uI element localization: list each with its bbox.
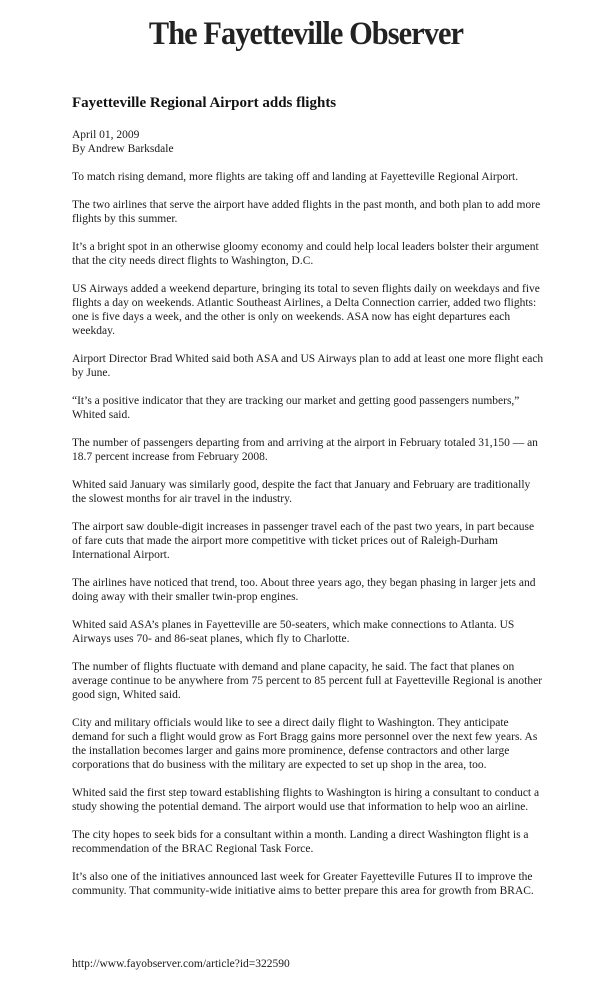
article-date: April 01, 2009 [72,129,140,141]
article-paragraph: The number of flights fluctuate with demand and plane capacity, he said. The fact that planes on average continue to be anywhere from 75 percent to 85 percent full at Fayetteville Regional is another good sign, Whited said. [72,661,543,701]
article-paragraph: US Airways added a weekend departure, bringing its total to seven flights daily on weekdays and five flights a day on weekends. Atlantic Southeast Airlines, a Delta Connection carrier, added two flights: one is five days a week, and the other is only on weekends. ASA now has eight departures each weekday. [72,283,540,337]
article-paragraph: The number of passengers departing from and arriving at the airport in February totaled 31,150 — an 18.7 percent increase from February 2008. [72,437,538,463]
source-url: http://www.fayobserver.com/article?id=322590 [72,958,290,970]
article-paragraph: The city hopes to seek bids for a consultant within a month. Landing a direct Washington flight is a recommendation of the BRAC Regional Task Force. [72,829,529,855]
article-meta [72,128,544,156]
article-paragraph: It’s a bright spot in an otherwise gloomy economy and could help local leaders bolster their argument that the city needs direct flights to Washington, D.C. [72,241,539,267]
article-paragraph: Airport Director Brad Whited said both ASA and US Airways plan to add at least one more flight each by June. [72,353,544,379]
article-paragraph: The airlines have noticed that trend, too. About three years ago, they began phasing in larger jets and doing away with their smaller twin-prop engines. [72,577,536,603]
article-paragraph: Whited said ASA’s planes in Fayetteville are 50-seaters, which make connections to Atlanta. US Airways uses 70- and 86-seat planes, which fly to Charlotte. [72,619,515,645]
article-paragraph: “It’s a positive indicator that they are tracking our market and getting good passengers numbers,” Whited said. [72,395,520,421]
article-paragraph: It’s also one of the initiatives announced last week for Greater Fayetteville Futures II to improve the community. That community-wide initiative aims to better prepare this area for growth from BRAC. [72,871,534,897]
masthead-logo: The Fayetteville Observer [148,16,464,52]
article-paragraph: Whited said the first step toward establishing flights to Washington is hiring a consultant to conduct a study showing the potential demand. The airport would use that information to help woo an airline. [72,787,540,813]
article-paragraph: To match rising demand, more flights are taking off and landing at Fayetteville Regional Airport. [72,171,519,183]
article-paragraph: City and military officials would like to see a direct daily flight to Washington. They anticipate demand for such a flight would grow as Fort Bragg gains more personnel over the next few years. As the installation becomes larger and gains more prominence, defense contractors and other large corporations that do business with the military are expected to set up shop in the area, too. [72,717,538,771]
article [72,94,544,912]
article-headline: Fayetteville Regional Airport adds flights [72,95,337,111]
article-byline: By Andrew Barksdale [72,143,174,155]
article-paragraph: The two airlines that serve the airport have added flights in the past month, and both plan to add more flights by this summer. [72,199,541,225]
article-paragraph: The airport saw double-digit increases in passenger travel each of the past two years, in part because of fare cuts that made the airport more competitive with ticket prices out of Raleigh-Durham International Airport. [72,521,535,561]
article-paragraph: Whited said January was similarly good, despite the fact that January and February are traditionally the slowest months for air travel in the industry. [72,479,531,505]
